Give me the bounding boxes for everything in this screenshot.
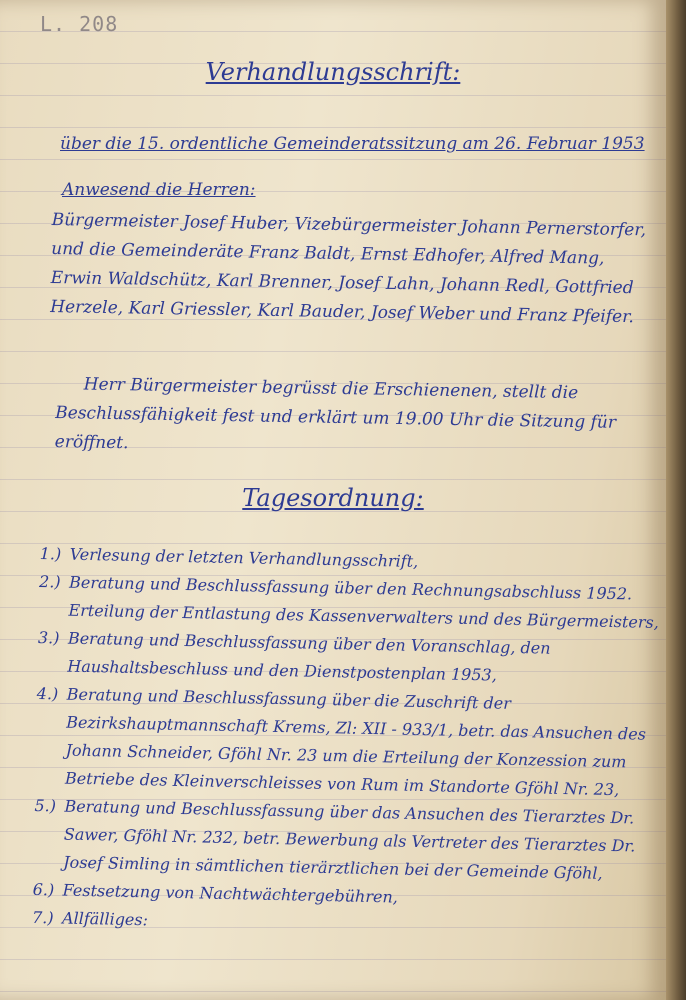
agenda-item-text: Beratung und Beschlussfassung über den Rechnungsabschluss 1952. Erteilung der Entlastung des Kassenverwalters und des Bürgermeisters,: [68, 572, 659, 632]
agenda-list: [32, 540, 664, 945]
agenda-item-text: Festsetzung von Nachtwächtergebühren,: [62, 880, 399, 907]
agenda-title: Tagesordnung:: [242, 484, 424, 512]
attendance-list: Bürgermeister Josef Huber, Vizebürgermeister Johann Pernerstorfer, und die Gemeinderäte Franz Baldt, Ernst Edhofer, Alfred Mang, Erwin Waldschütz, Karl Brenner, Josef Lahn, Johann Redl, Gottfried Herzele, Karl Griessler, Karl Bauder, Josef Weber und Franz Pfeifer.: [50, 209, 647, 328]
agenda-item: [35, 680, 661, 805]
document-subtitle: über die 15. ordentliche Gemeinderatssitzung am 26. Februar 1953: [60, 134, 645, 154]
document-title: Verhandlungsschrift:: [205, 58, 461, 86]
notebook-spine: [666, 0, 686, 1000]
agenda-item-number: 2.): [38, 571, 61, 592]
agenda-item-text: Verlesung der letzten Verhandlungsschrift,: [69, 544, 419, 571]
agenda-item-number: 7.): [31, 907, 54, 928]
page-stamp-number: L. 208: [40, 12, 119, 36]
agenda-item-number: 4.): [36, 683, 59, 704]
agenda-item-number: 5.): [34, 795, 57, 816]
opening-paragraph: Herr Bürgermeister begrüsst die Erschienenen, stellt die Beschlussfähigkeit fest und erklärt um 19.00 Uhr die Sitzung für eröffnet.: [54, 374, 617, 454]
agenda-item-number: 6.): [32, 879, 55, 900]
agenda-item-text: Beratung und Beschlussfassung über den Voranschlag, den Haushaltsbeschluss und den Dienstpostenplan 1953,: [67, 628, 551, 685]
agenda-item-text: Beratung und Beschlussfassung über die Zuschrift der Bezirkshauptmannschaft Krems, Zl: XII - 933/1, betr. das Ansuchen des Johann Schneider, Gföhl Nr. 23 um die Erteilung der Konzession zum Betriebe des Kleinverschleisses von Rum im Standorte Gföhl Nr. 23,: [64, 684, 647, 800]
agenda-item-number: 1.): [39, 543, 62, 564]
agenda-item-text: Allfälliges:: [61, 908, 149, 930]
agenda-item-text: Beratung und Beschlussfassung über das Ansuchen des Tierarztes Dr. Sawer, Gföhl Nr. 232, betr. Bewerbung als Vertreter des Tierarztes Dr. Josef Simling in sämtlichen tierärztlichen bei der Gemeinde Gföhl,: [63, 796, 636, 883]
agenda-item: [33, 792, 659, 889]
agenda-item-number: 3.): [37, 627, 60, 648]
attendance-heading: Anwesend die Herren:: [62, 180, 256, 200]
